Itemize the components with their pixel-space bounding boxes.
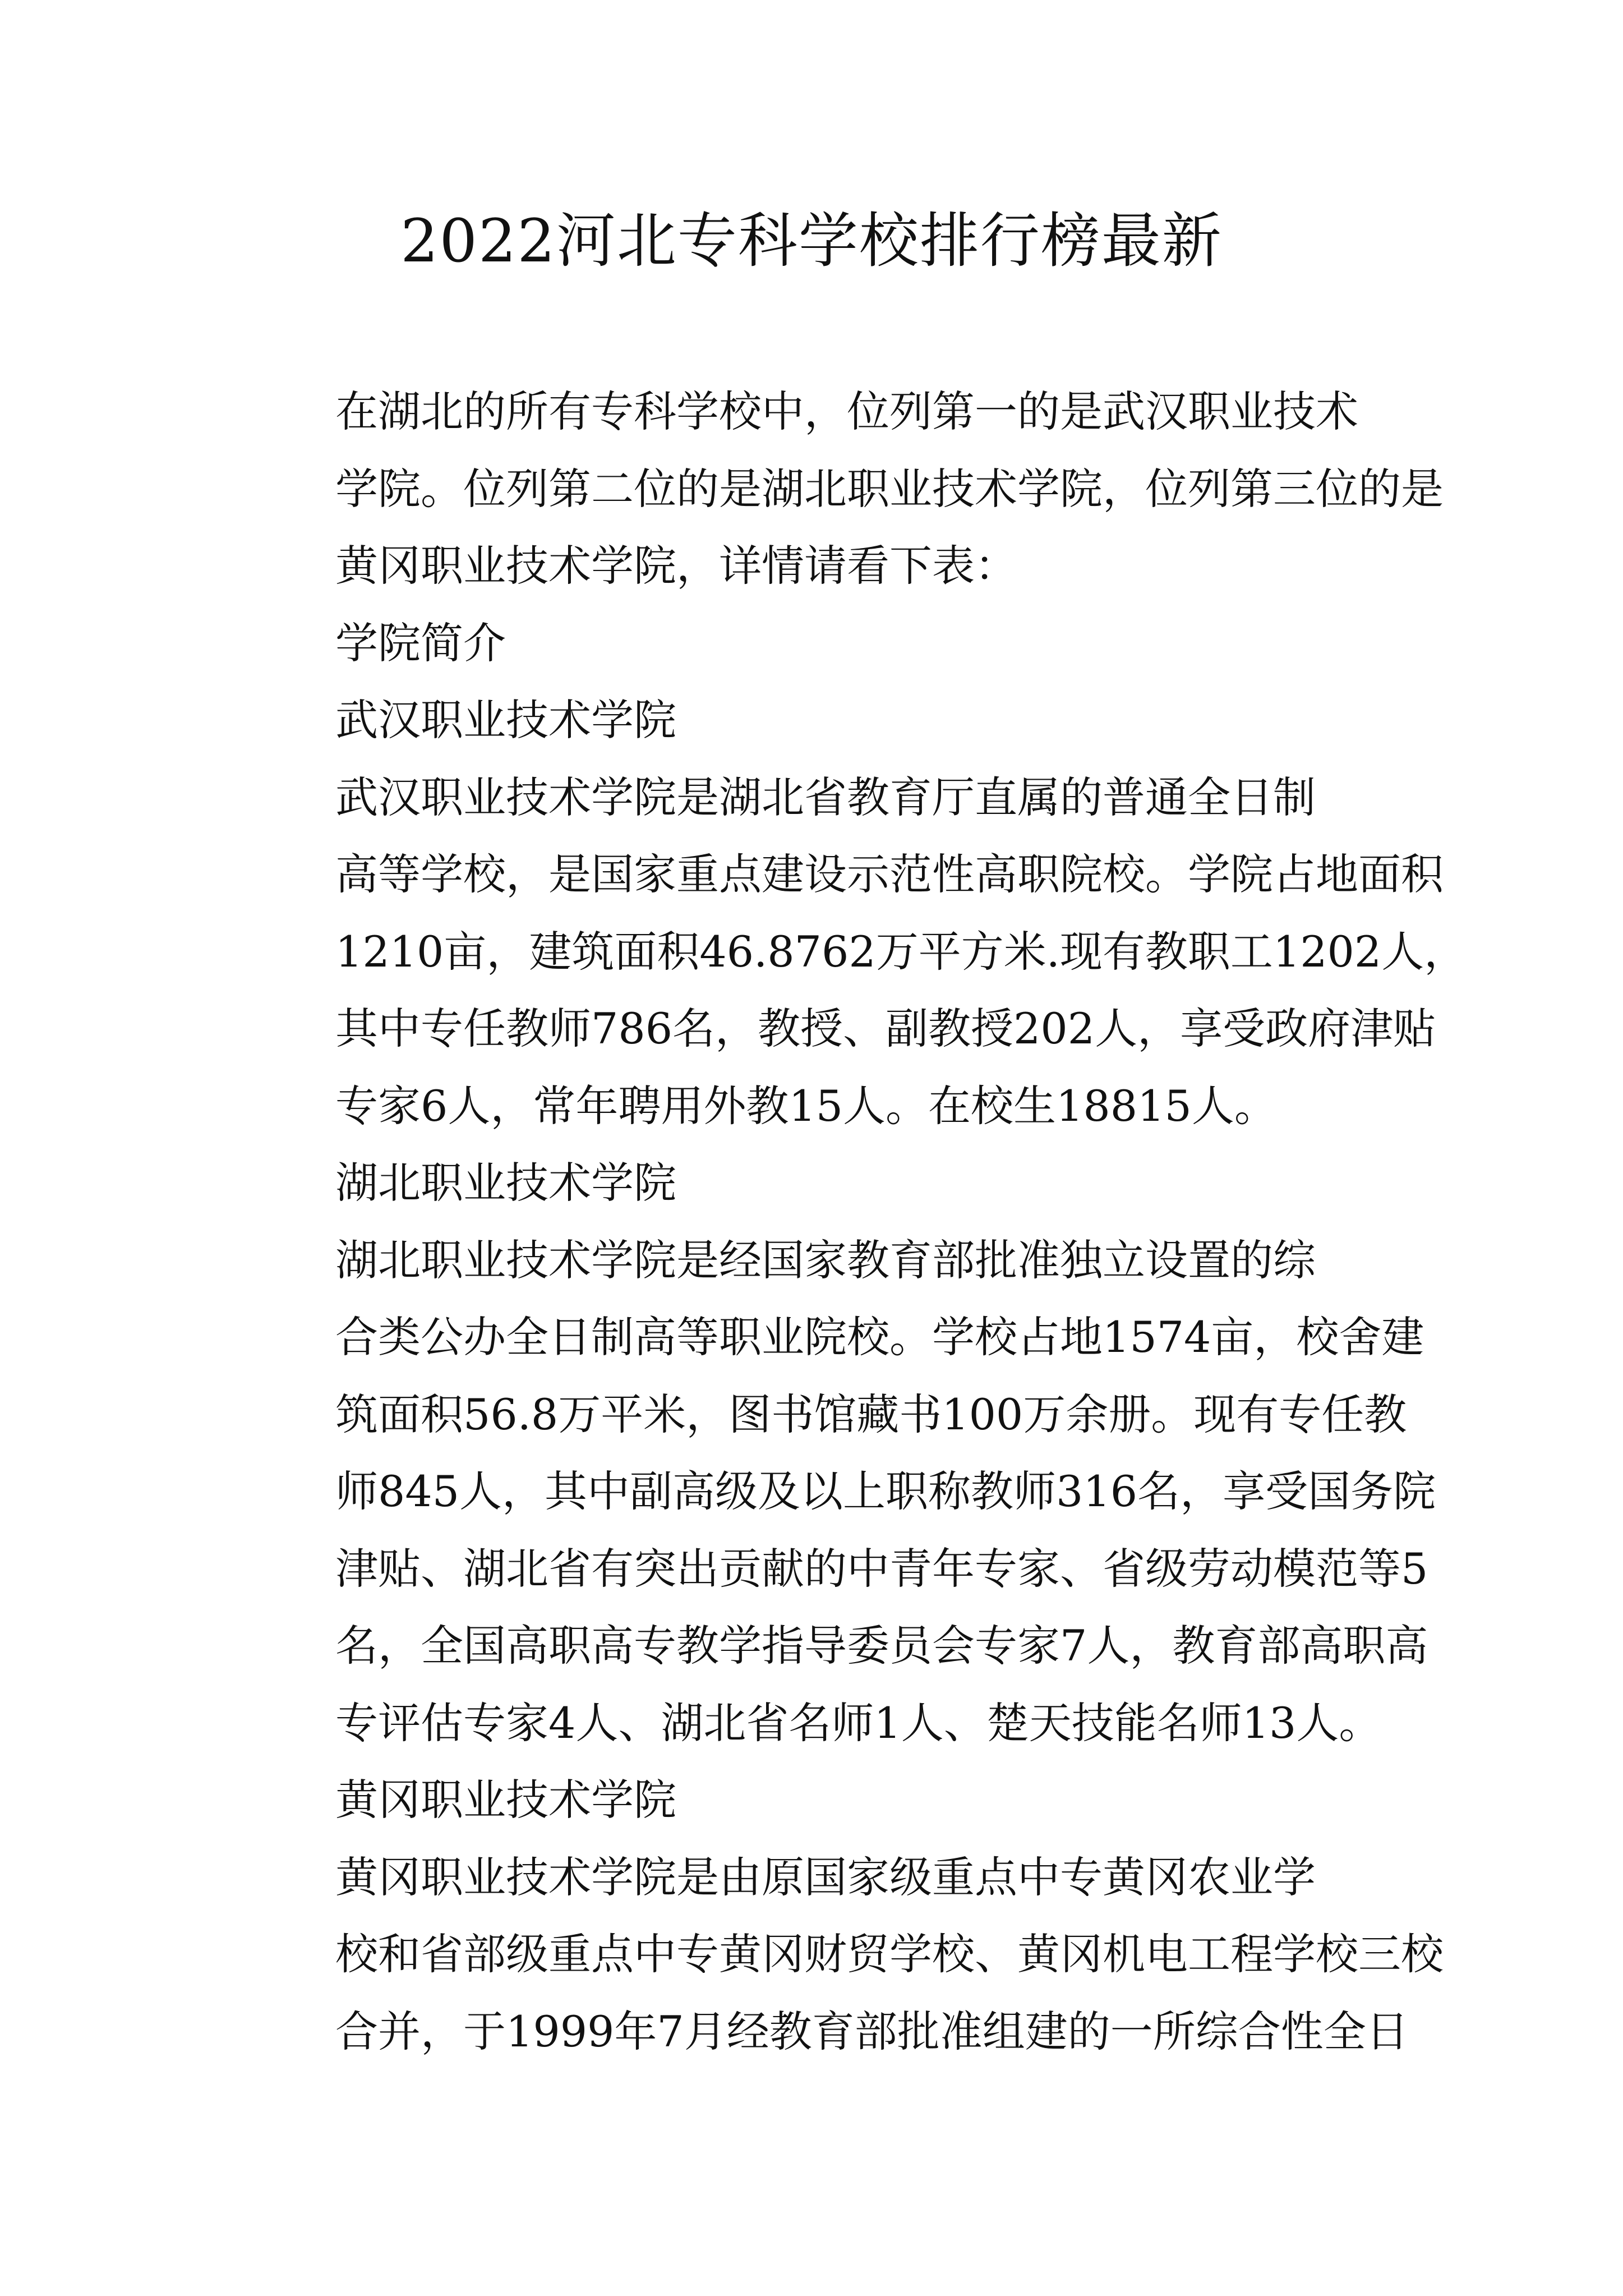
text-line: 其中专任教师786名，教授、副教授202人，享受政府津贴	[335, 1004, 1436, 1053]
text-line: 合并，于1999年7月经教育部批准组建的一所综合性全日	[335, 2006, 1409, 2056]
text-line: 学院。位列第二位的是湖北职业技术学院，位列第三位的是	[335, 463, 1444, 514]
text-line: 筑面积56.8万平米，图书馆藏书100万余册。现有专任教	[335, 1389, 1407, 1439]
text-line: 师845人，其中副高级及以上职称教师316名，享受国务院	[335, 1466, 1436, 1516]
text-line: 高等学校，是国家重点建设示范性高职院校。学院占地面积	[335, 849, 1444, 899]
college-name-huanggang	[250, 1761, 1377, 1839]
text-line: 黄冈职业技术学院	[335, 1775, 676, 1825]
text-line: 黄冈职业技术学院，详情请看下表：	[335, 541, 1017, 591]
college-description-huanggang	[250, 1839, 1444, 2070]
text-line: 专评估专家4人、湖北省名师1人、楚天技能名师13人。	[335, 1697, 1382, 1748]
text-line: 校和省部级重点中专黄冈财贸学校、黄冈机电工程学校三校	[335, 1929, 1444, 1979]
college-name-wuhan	[250, 682, 1377, 759]
text-line: 合类公办全日制高等职业院校。学校占地1574亩，校舍建	[335, 1312, 1424, 1362]
intro-paragraph	[250, 373, 1444, 605]
college-description-wuhan	[250, 759, 1467, 1145]
text-line: 专家6人，常年聘用外教15人。在校生18815人。	[335, 1080, 1277, 1131]
section-heading-college-intro	[250, 605, 1377, 682]
college-name-hubei	[250, 1144, 1377, 1222]
text-line: 学院简介	[335, 618, 506, 668]
text-line: 在湖北的所有专科学校中，位列第一的是武汉职业技术	[335, 386, 1358, 436]
text-line: 武汉职业技术学院	[335, 695, 676, 745]
text-line: 1210亩，建筑面积46.8762万平方米.现有教职工1202人，	[335, 926, 1467, 977]
text-line: 湖北职业技术学院	[335, 1158, 676, 1208]
text-line: 名，全国高职高专教学指导委员会专家7人，教育部高职高	[335, 1621, 1428, 1671]
document-body	[250, 373, 1467, 2070]
text-line: 武汉职业技术学院是湖北省教育厅直属的普通全日制	[335, 772, 1316, 822]
text-line: 津贴、湖北省有突出贡献的中青年专家、省级劳动模范等5	[335, 1543, 1428, 1594]
text-line: 湖北职业技术学院是经国家教育部批准独立设置的综	[335, 1235, 1316, 1285]
text-line: 黄冈职业技术学院是由原国家级重点中专黄冈农业学	[335, 1852, 1316, 1902]
college-description-hubei	[250, 1222, 1436, 1762]
document-title: 2022河北专科学校排行榜最新	[400, 206, 1223, 275]
